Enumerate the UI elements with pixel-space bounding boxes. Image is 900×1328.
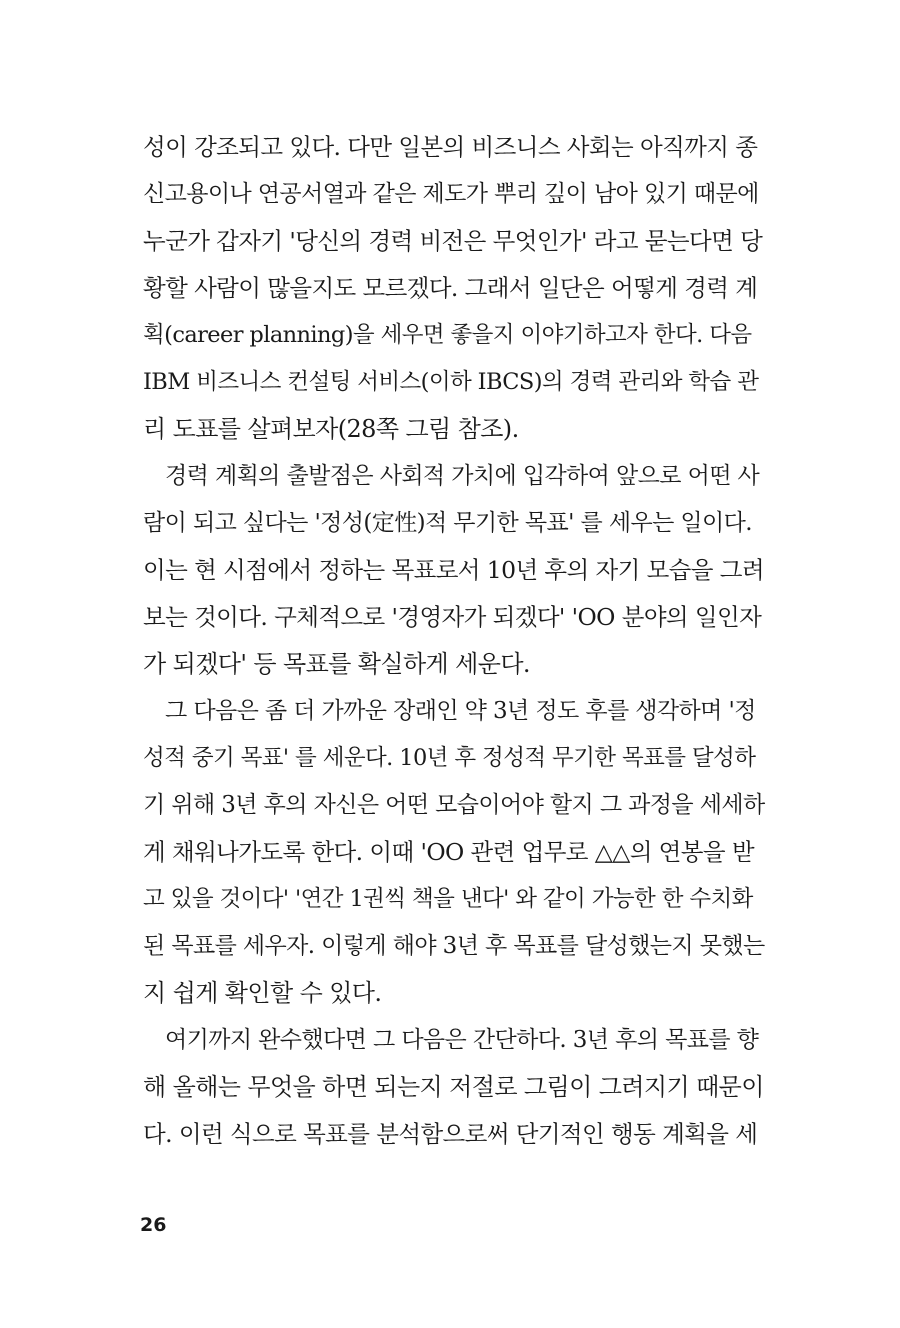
text-line: 게 채워나가도록 한다. 이때 'OO 관련 업무로 △△의 연봉을 받 [143,838,754,866]
paragraph-4 [143,1017,765,1158]
text-line: 누군가 갑자기 '당신의 경력 비전은 무엇인가' 라고 묻는다면 당 [143,227,763,255]
paragraph-2 [143,453,765,688]
text-line: 성이 강조되고 있다. 다만 일본의 비즈니스 사회는 아직까지 종 [143,133,758,161]
text-line: IBM 비즈니스 컨설팅 서비스(이하 IBCS)의 경력 관리와 학습 관 [143,369,759,395]
text-line: 지 쉽게 확인할 수 있다. [143,979,382,1007]
text-line: 가 되겠다' 등 목표를 확실하게 세운다. [143,650,530,678]
text-line: 람이 되고 싶다는 '정성(定性)적 무기한 목표' 를 세우는 일이다. [143,510,752,536]
text-line: 해 올해는 무엇을 하면 되는지 저절로 그림이 그려지기 때문이 [143,1073,764,1101]
text-line: 성적 중기 목표' 를 세운다. 10년 후 정성적 무기한 목표를 달성하 [143,745,756,771]
text-line: 기 위해 3년 후의 자신은 어떤 모습이어야 할지 그 과정을 세세하 [143,792,765,818]
text-line: 신고용이나 연공서열과 같은 제도가 뿌리 깊이 남아 있기 때문에 [143,181,759,207]
text-line: 그 다음은 좀 더 가까운 장래인 약 3년 정도 후를 생각하며 '정 [165,698,756,724]
text-line: 리 도표를 살펴보자(28쪽 그림 참조). [143,415,519,443]
text-line: 황할 사람이 많을지도 모르겠다. 그래서 일단은 어떻게 경력 계 [143,274,758,302]
text-line: 이는 현 시점에서 정하는 목표로서 10년 후의 자기 모습을 그려 [143,556,764,584]
page-number: 26 [140,1214,167,1236]
paragraph-3 [143,688,765,1017]
body-text [143,124,765,1158]
text-line: 획(career planning)을 세우면 좋을지 이야기하고자 한다. 다음 [143,322,752,348]
paragraph-1 [143,124,765,453]
text-line: 고 있을 것이다' '연간 1권씩 책을 낸다' 와 같이 가능한 한 수치화 [143,886,753,912]
text-line: 여기까지 완수했다면 그 다음은 간단하다. 3년 후의 목표를 향 [165,1027,759,1053]
text-line: 된 목표를 세우자. 이렇게 해야 3년 후 목표를 달성했는지 못했는 [143,933,765,959]
text-line: 다. 이런 식으로 목표를 분석함으로써 단기적인 행동 계획을 세 [143,1120,758,1148]
text-line: 보는 것이다. 구체적으로 '경영자가 되겠다' 'OO 분야의 일인자 [143,603,762,631]
text-line: 경력 계획의 출발점은 사회적 가치에 입각하여 앞으로 어떤 사 [165,463,760,489]
